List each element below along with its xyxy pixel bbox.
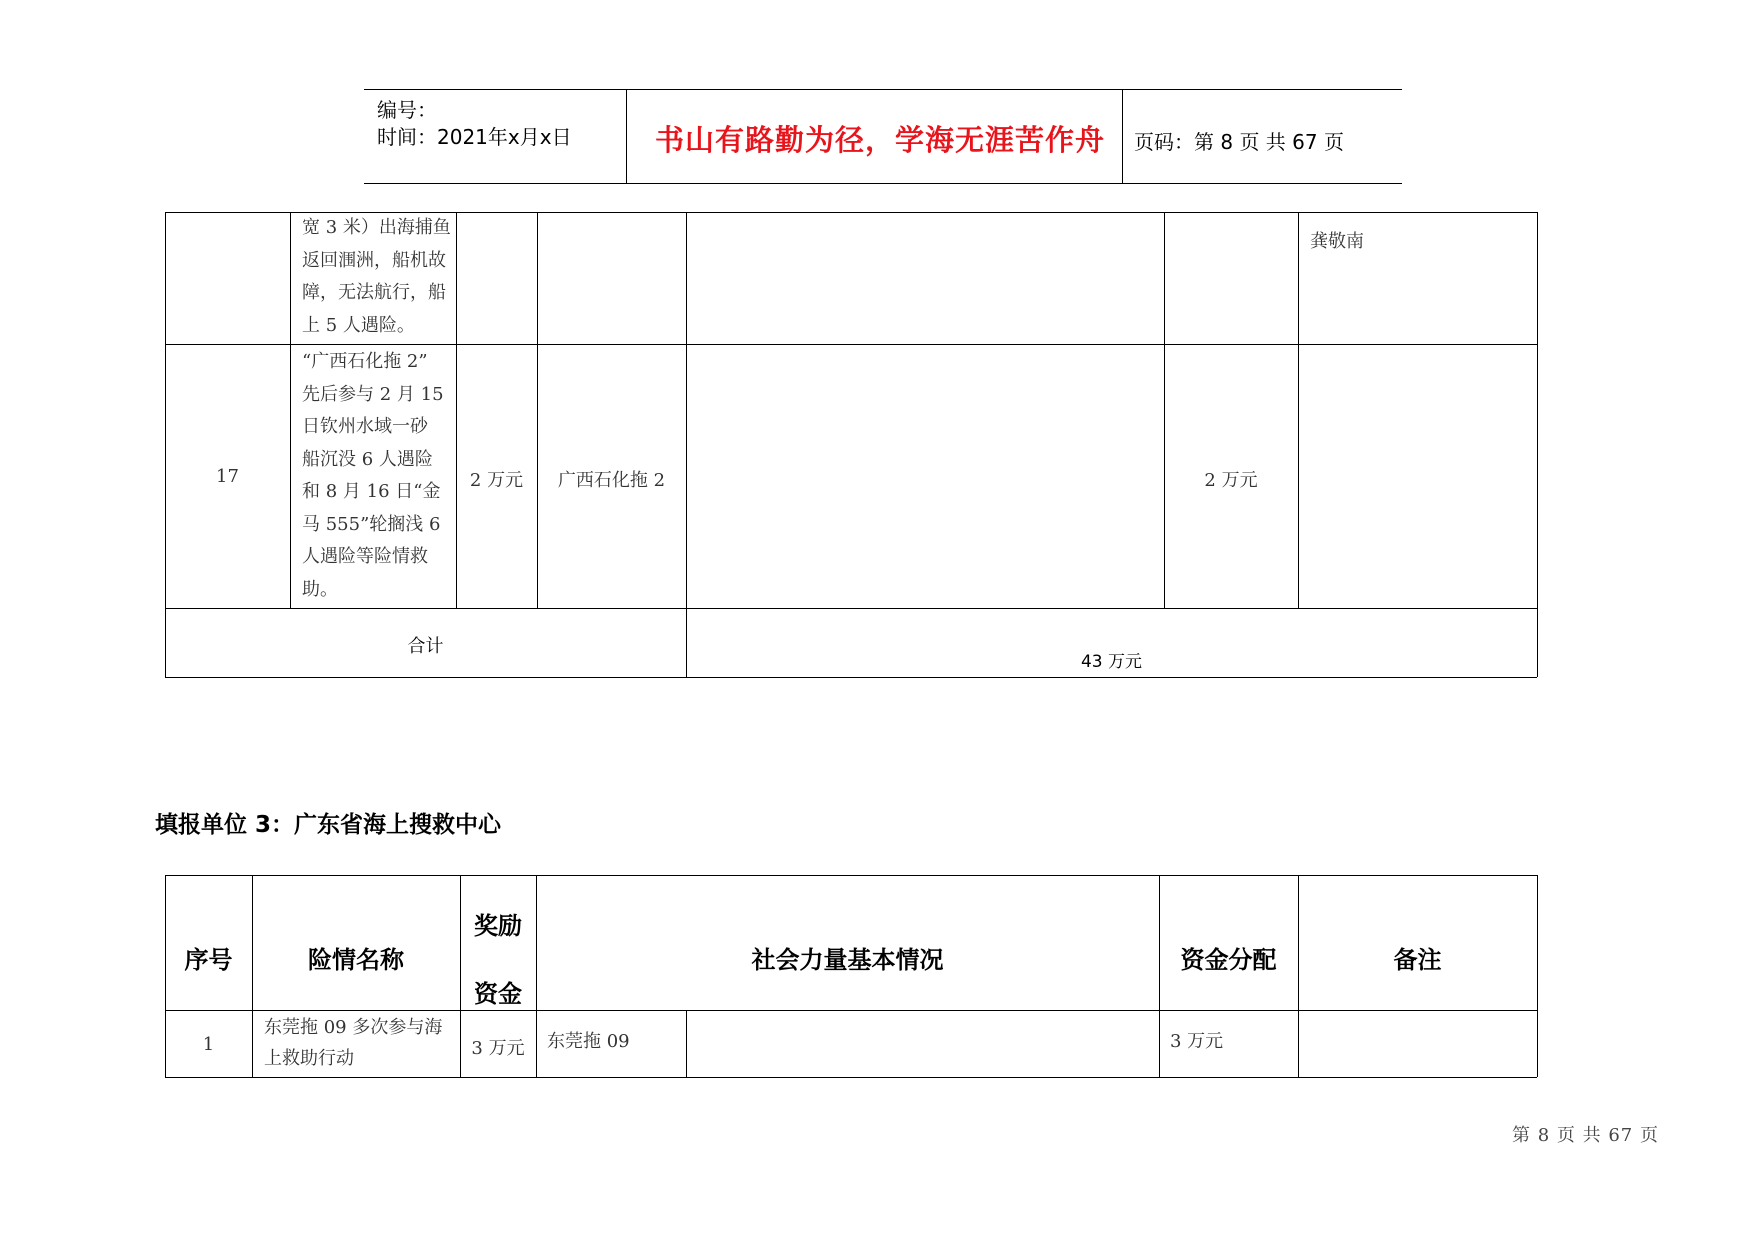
incident-description: [302, 346, 452, 606]
column-header-remark: 备注: [1393, 946, 1442, 974]
reward-amount: 2 万元: [469, 470, 524, 491]
reward-amount: 3 万元: [471, 1038, 525, 1059]
description-line: 日钦州水域一砂: [302, 416, 428, 437]
table1-line: [1164, 212, 1165, 608]
description-line: 障，无法航行，船: [302, 282, 446, 303]
column-header-incident-name: 险情名称: [308, 946, 404, 974]
table1-line: [165, 608, 1537, 609]
description-line: “广西石化拖 2”: [302, 351, 428, 372]
table3-line: [1537, 875, 1538, 1077]
table3-line: [165, 1077, 1537, 1078]
column-header-reward-line2: 资金: [474, 980, 522, 1008]
description-line: 东莞拖 09 多次参与海: [264, 1017, 443, 1038]
table1-line: [456, 212, 457, 608]
page-footer: 第 8 页 共 67 页: [1512, 1125, 1659, 1146]
table3-line: [165, 1010, 1537, 1011]
table3-line: [252, 875, 253, 1077]
column-header-seq: 序号: [184, 946, 233, 974]
table1-line: [1298, 212, 1299, 608]
column-header-reward-line1: 奖励: [474, 912, 522, 940]
social-force-name: 东莞拖 09: [547, 1031, 630, 1052]
table1-line: [290, 212, 291, 608]
description-line: 马 555”轮搁浅 6: [302, 513, 441, 535]
allocation-amount: 2 万元: [1204, 470, 1258, 491]
header-divider-left: [626, 89, 627, 183]
total-label: 合计: [407, 636, 444, 657]
incident-description: [302, 212, 452, 342]
header-bottom-rule: [364, 183, 1402, 184]
section-title: 填报单位 3：广东省海上搜救中心: [155, 812, 502, 838]
row-seq: 1: [202, 1034, 215, 1055]
allocation-amount: 3 万元: [1170, 1031, 1224, 1052]
description-line: 上救助行动: [264, 1048, 354, 1069]
remark-cell: 龚敬南: [1310, 231, 1364, 252]
table1-line: [165, 677, 1537, 678]
row-seq: 17: [216, 466, 239, 487]
incident-description: [264, 1012, 442, 1074]
description-line: 人遇险等险情救: [302, 546, 428, 567]
description-line: 先后参与 2 月 15: [302, 383, 444, 405]
column-header-social-force: 社会力量基本情况: [751, 946, 944, 974]
table1-line: [165, 212, 166, 677]
document-date: 时间：2021年x月x日: [377, 125, 572, 149]
description-line: 返回涠洲，船机故: [302, 249, 446, 271]
table3-line: [1298, 875, 1299, 1077]
table3-line: [1159, 875, 1160, 1077]
table1-line: [686, 212, 687, 677]
description-line: 宽 3 米）出海捕鱼: [302, 217, 451, 238]
description-line: 上 5 人遇险。: [302, 314, 415, 336]
document-number-label: 编号：: [377, 98, 437, 122]
table1-line: [165, 344, 1537, 345]
table3-line: [165, 875, 1537, 876]
description-line: 和 8 月 16 日“金: [302, 481, 441, 502]
table3-line: [686, 1010, 687, 1077]
column-header-allocation: 资金分配: [1180, 946, 1277, 974]
header-top-rule: [364, 89, 1402, 90]
table3-line: [536, 875, 537, 1077]
table1-line: [1537, 212, 1538, 677]
table1-line: [537, 212, 538, 608]
header-motto: 书山有路勤为径，学海无涯苦作舟: [655, 123, 1106, 157]
social-force-name: 广西石化拖 2: [557, 470, 666, 491]
description-line: 助。: [302, 578, 338, 600]
header-divider-right: [1122, 89, 1123, 183]
header-page-code: 页码：第 8 页 共 67 页: [1134, 130, 1344, 154]
total-value: 43 万元: [1080, 652, 1143, 672]
description-line: 船沉没 6 人遇险: [302, 448, 433, 470]
